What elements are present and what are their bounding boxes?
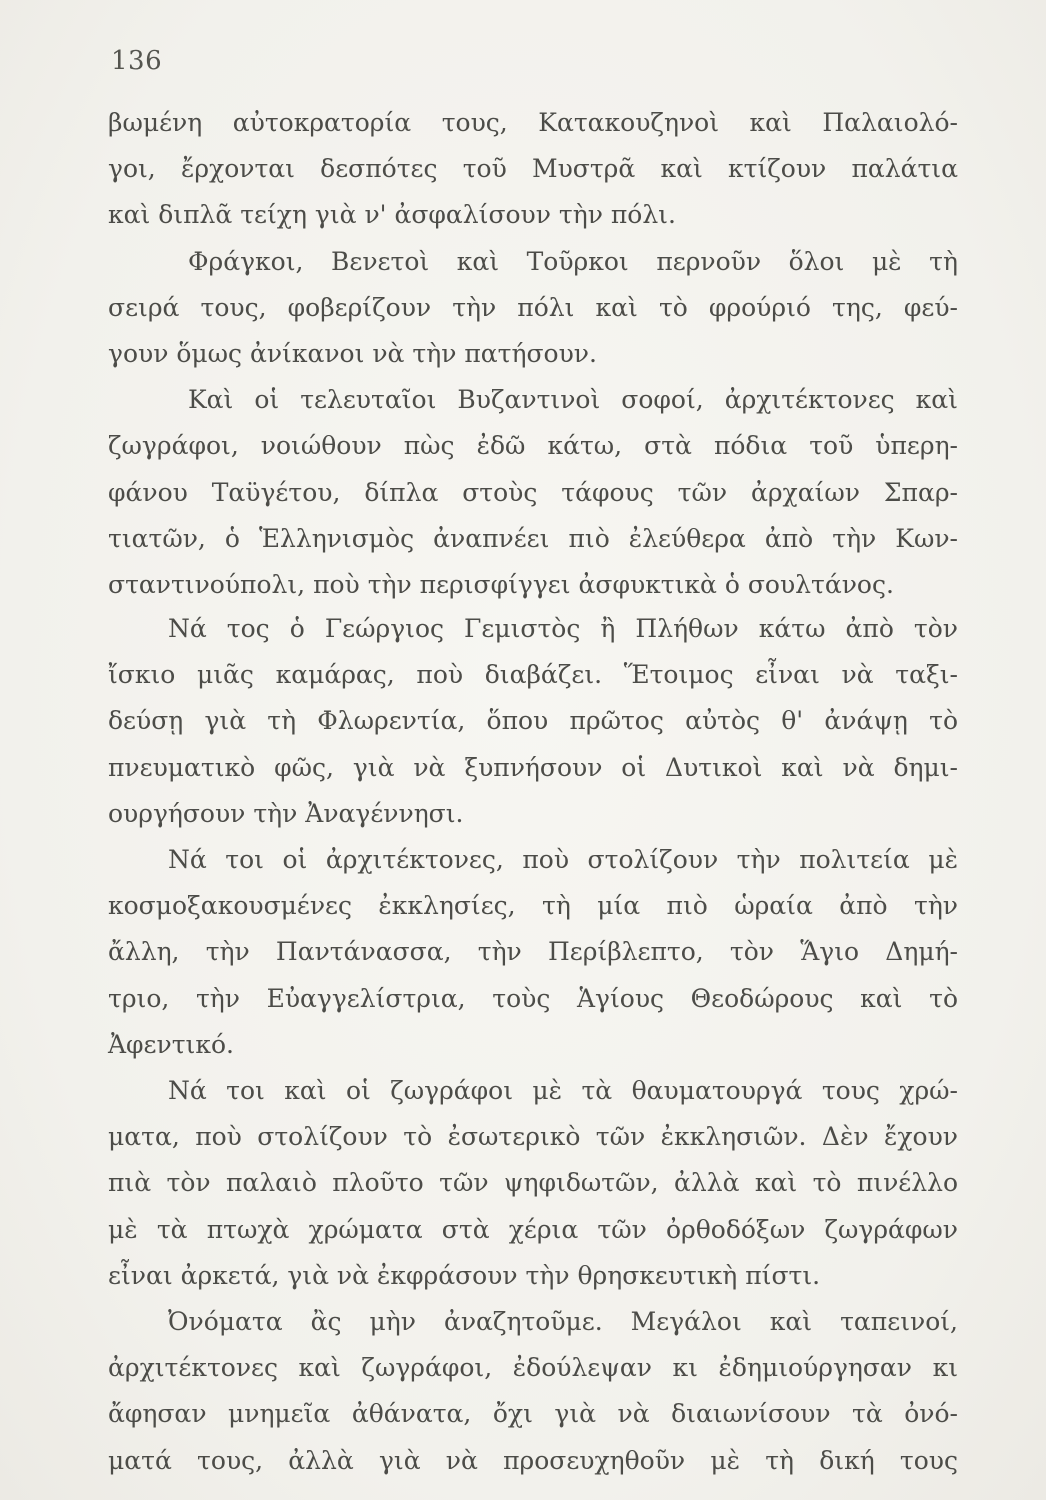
text-line: πιὰ τὸν παλαιὸ πλοῦτο τῶν ψηφιδωτῶν, ἀλλὰ καὶ τὸ πινέλλο: [108, 1168, 958, 1198]
page-number: 136: [111, 46, 163, 76]
paragraph: [108, 377, 958, 608]
paragraph: [108, 239, 958, 378]
text-line: ἄφησαν μνημεῖα ἀθάνατα, ὄχι γιὰ νὰ διαιωνίσουν τὰ ὀνό-: [108, 1399, 958, 1429]
text-line: ἴσκιο μιᾶς καμάρας, ποὺ διαβάζει. Ἕτοιμος εἶναι νὰ ταξι-: [108, 660, 958, 690]
paragraph: [108, 1068, 958, 1299]
text-line: σειρά τους, φοβερίζουν τὴν πόλι καὶ τὸ φρούριό της, φεύ-: [108, 292, 958, 322]
text-line: κοσμοξακουσμένες ἐκκλησίες, τὴ μία πιὸ ὡραία ἀπὸ τὴν: [108, 891, 958, 921]
text-line: πνευματικὸ φῶς, γιὰ νὰ ξυπνήσουν οἱ Δυτικοὶ καὶ νὰ δημι-: [108, 752, 958, 782]
text-line: ουργήσουν τὴν Ἀναγέννησι.: [108, 798, 464, 828]
text-line: ματα, ποὺ στολίζουν τὸ ἐσωτερικὸ τῶν ἐκκλησιῶν. Δὲν ἔχουν: [108, 1122, 958, 1152]
text-line: βωμένη αὐτοκρατορία τους, Κατακουζηνοὶ καὶ Παλαιολό-: [108, 108, 958, 137]
text-line: ζωγράφοι, νοιώθουν πὼς ἐδῶ κάτω, στὰ πόδια τοῦ ὑπερη-: [108, 431, 958, 461]
text-line: Νά τοι οἱ ἀρχιτέκτονες, ποὺ στολίζουν τὴν πολιτεία μὲ: [168, 845, 958, 875]
text-line: Νά τος ὁ Γεώργιος Γεμιστὸς ἢ Πλήθων κάτω ἀπὸ τὸν: [168, 614, 958, 643]
paragraph: [108, 837, 958, 1068]
text-block-1: [108, 100, 958, 608]
text-line: καὶ διπλᾶ τείχη γιὰ ν' ἀσφαλίσουν τὴν πόλι.: [108, 200, 676, 230]
text-line: Καὶ οἱ τελευταῖοι Βυζαντινοὶ σοφοί, ἀρχιτέκτονες καὶ: [188, 385, 958, 415]
text-block-2: [108, 606, 958, 1484]
text-line: Φράγκοι, Βενετοὶ καὶ Τοῦρκοι περνοῦν ὅλοι μὲ τὴ: [188, 246, 958, 276]
text-line: γουν ὅμως ἀνίκανοι νὰ τὴν πατήσουν.: [108, 339, 597, 369]
paragraph: [108, 606, 958, 837]
text-line: φάνου Ταϋγέτου, δίπλα στοὺς τάφους τῶν ἀρχαίων Σπαρ-: [108, 477, 958, 507]
text-line: Ἀφεντικό.: [108, 1029, 234, 1059]
paragraph: [108, 1299, 958, 1484]
text-line: γοι, ἔρχονται δεσπότες τοῦ Μυστρᾶ καὶ κτίζουν παλάτια: [108, 154, 958, 184]
text-line: μὲ τὰ πτωχὰ χρώματα στὰ χέρια τῶν ὀρθοδόξων ζωγράφων: [108, 1214, 958, 1244]
text-line: ἀρχιτέκτονες καὶ ζωγράφοι, ἐδούλεψαν κι ἐδημιούργησαν κι: [108, 1353, 958, 1383]
text-line: Νά τοι καὶ οἱ ζωγράφοι μὲ τὰ θαυματουργά τους χρώ-: [168, 1076, 958, 1106]
text-line: σταντινούπολι, ποὺ τὴν περισφίγγει ἀσφυκτικὰ ὁ σουλτάνος.: [108, 570, 894, 600]
text-line: τιατῶν, ὁ Ἑλληνισμὸς ἀναπνέει πιὸ ἐλεύθερα ἀπὸ τὴν Κων-: [108, 523, 958, 553]
text-line: ματά τους, ἀλλὰ γιὰ νὰ προσευχηθοῦν μὲ τὴ δική τους: [108, 1445, 958, 1475]
paragraph: [108, 100, 958, 239]
text-line: δεύσῃ γιὰ τὴ Φλωρεντία, ὅπου πρῶτος αὐτὸς θ' ἀνάψῃ τὸ: [108, 706, 958, 736]
text-line: ἄλλη, τὴν Παντάνασσα, τὴν Περίβλεπτο, τὸν Ἅγιο Δημή-: [108, 937, 958, 967]
text-line: εἶναι ἀρκετά, γιὰ νὰ ἐκφράσουν τὴν θρησκευτικὴ πίστι.: [108, 1260, 821, 1290]
text-line: τριο, τὴν Εὐαγγελίστρια, τοὺς Ἁγίους Θεοδώρους καὶ τὸ: [108, 983, 958, 1013]
text-line: Ὀνόματα ἂς μὴν ἀναζητοῦμε. Μεγάλοι καὶ ταπεινοί,: [168, 1307, 958, 1337]
